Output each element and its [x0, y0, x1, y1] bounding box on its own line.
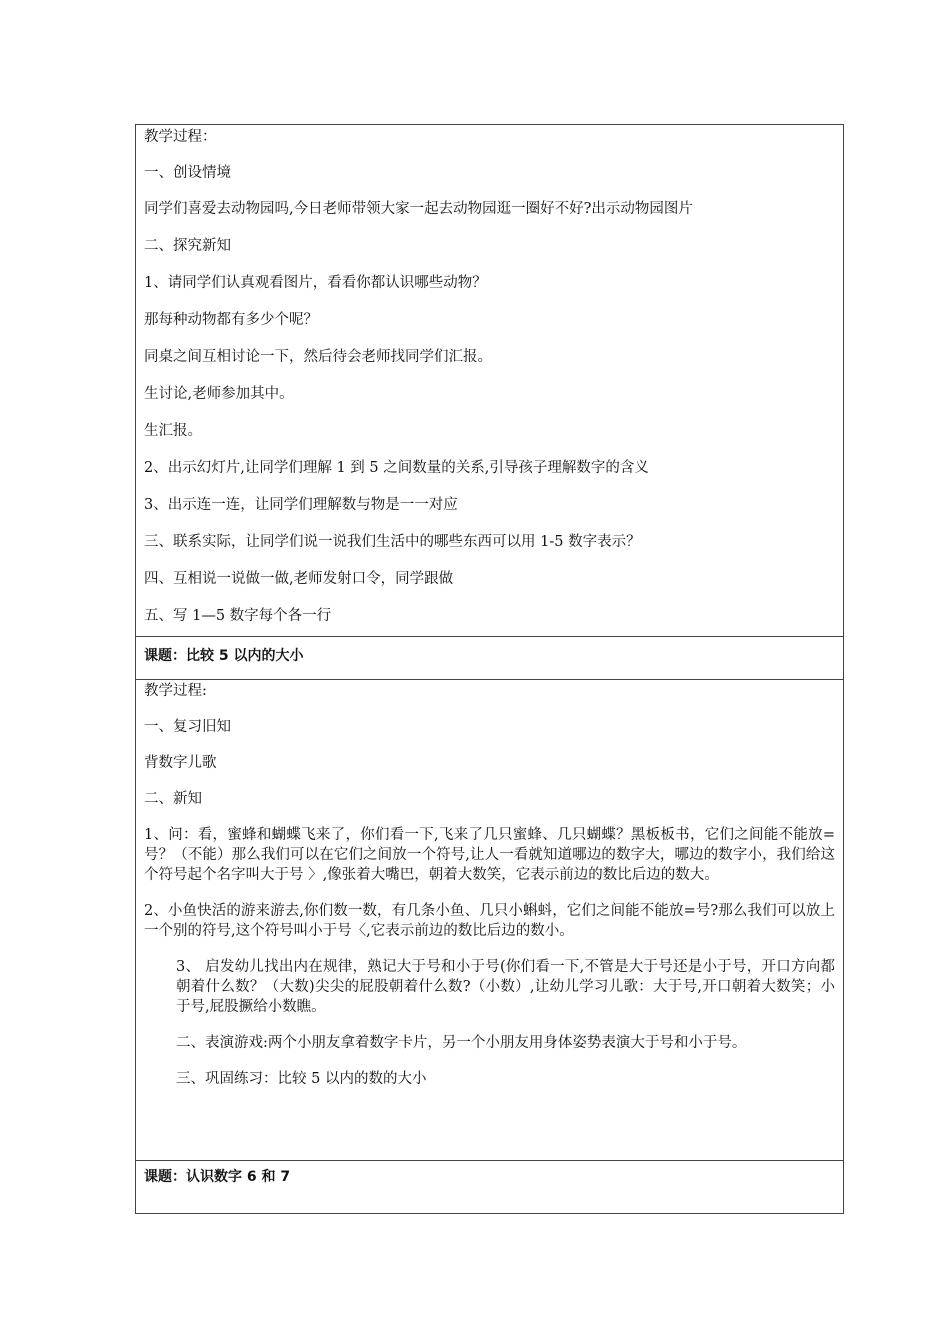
paragraph: 三、巩固练习：比较 5 以内的数的大小 [176, 1071, 427, 1087]
section-title: 教学过程: [144, 683, 207, 699]
paragraph: 二、新知 [144, 791, 202, 807]
teaching-process-cell-1 [136, 125, 843, 637]
paragraph: 同桌之间互相讨论一下，然后待会老师找同学们汇报。 [144, 349, 492, 365]
paragraph: 3、 启发幼儿找出内在规律，熟记大于号和小于号(你们看一下,不管是大于号还是小于号，开口方向都朝着什么数？（大数)尖尖的屁股朝着什么数?（小数）,让幼儿学习儿歌：大于号,开口朝着大数笑；小于号,屁股撅给小数瞧。 [176, 959, 835, 1015]
lesson-title-cell-3 [136, 1161, 843, 1213]
paragraph: 那每种动物都有多少个呢？ [144, 312, 318, 328]
lesson-title: 课题：认识数字 6 和 7 [144, 1169, 291, 1185]
paragraph: 一、创设情境 [144, 165, 231, 181]
paragraph: 3、出示连一连，让同学们理解数与物是一一对应 [144, 497, 458, 513]
paragraph: 背数字儿歌 [144, 755, 217, 771]
paragraph: 1、问：看，蜜蜂和蝴蝶飞来了，你们看一下,飞来了几只蜜蜂、几只蝴蝶？黑板板书，它们之间能不能放=号？（不能）那么我们可以在它们之间放一个符号,让人一看就知道哪边的数字大，哪边的数字小，我们给这个符号起个名字叫大于号 〉,像张着大嘴巴，朝着大数笑，它表示前边的数比后边的数大。 [144, 827, 835, 883]
paragraph: 1、请同学们认真观看图片，看看你都认识哪些动物？ [144, 275, 487, 291]
paragraph: 2、小鱼快活的游来游去,你们数一数，有几条小鱼、几只小蝌蚪，它们之间能不能放=号?那么我们可以放上一个别的符号,这个符号叫小于号〈,它表示前边的数比后边的数小。 [144, 903, 835, 939]
paragraph: 五、写 1—5 数字每个各一行 [144, 608, 332, 624]
paragraph: 二、表演游戏:两个小朋友拿着数字卡片，另一个小朋友用身体姿势表演大于号和小于号。 [176, 1035, 747, 1051]
lesson-plan-table [135, 124, 844, 1214]
paragraph: 同学们喜爱去动物园吗,今日老师带领大家一起去动物园逛一圈好不好?出示动物园图片 [144, 201, 693, 217]
paragraph: 一、复习旧知 [144, 719, 231, 735]
paragraph: 四、互相说一说做一做,老师发射口令，同学跟做 [144, 571, 454, 587]
lesson-title: 课题：比较 5 以内的大小 [144, 648, 304, 664]
paragraph: 生汇报。 [144, 423, 202, 439]
paragraph: 生讨论,老师参加其中。 [144, 386, 294, 402]
paragraph: 2、出示幻灯片,让同学们理解 1 到 5 之间数量的关系,引导孩子理解数字的含义 [144, 460, 649, 476]
paragraph: 三、联系实际，让同学们说一说我们生活中的哪些东西可以用 1-5 数字表示？ [144, 534, 641, 550]
section-title: 教学过程： [144, 129, 217, 145]
teaching-process-cell-2 [136, 680, 843, 1161]
paragraph: 二、探究新知 [144, 238, 231, 254]
lesson-title-cell-2 [136, 637, 843, 680]
